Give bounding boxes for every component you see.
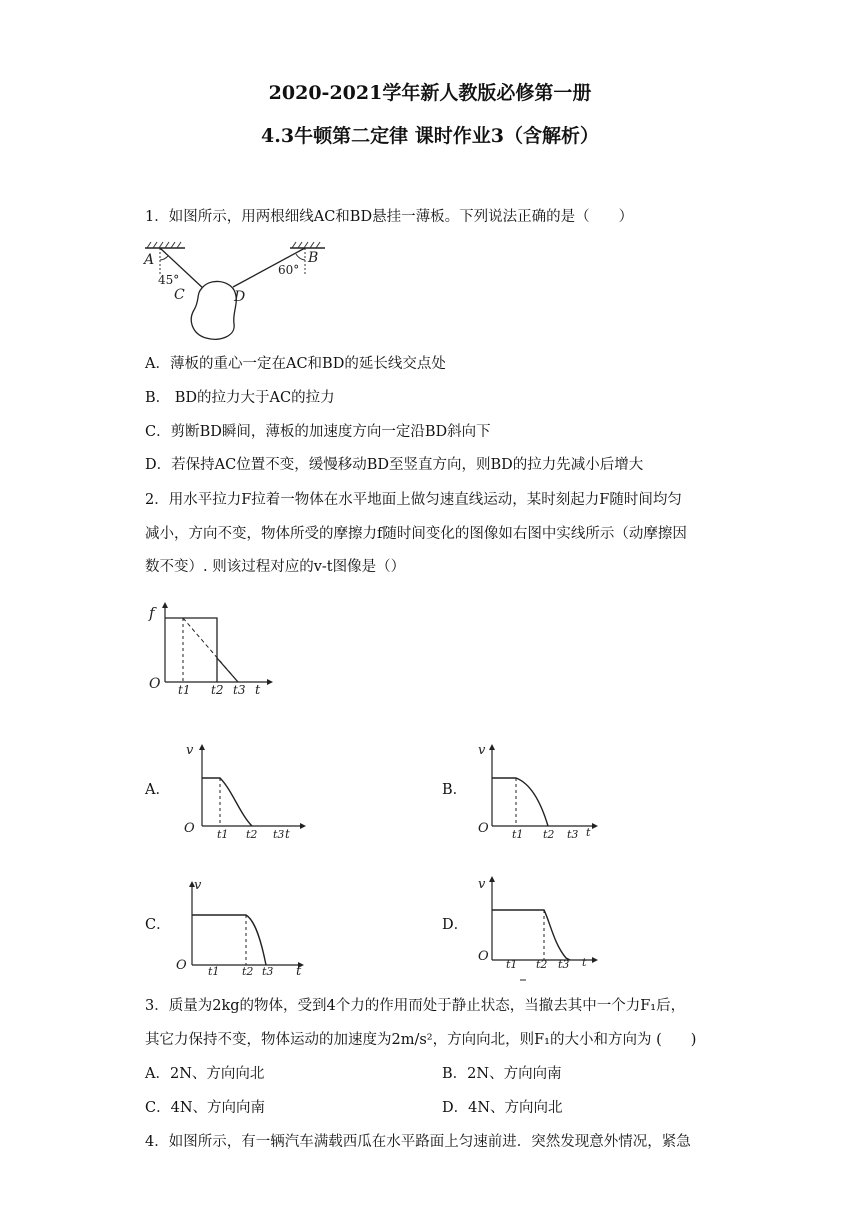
svg-text:t2: t2 [246,828,258,841]
svg-text:t3: t3 [273,828,285,841]
svg-text:t2: t2 [536,958,548,971]
q1-label-c: C [174,287,185,303]
q2-option-b-vt-graph [470,740,610,840]
q1-option-a: A．薄板的重心一定在AC和BD的延长线交点处 [145,356,446,372]
q1-option-b: B． BD的拉力大于AC的拉力 [145,390,335,406]
q2-friction-time-graph [145,600,275,700]
q4-stem: 4．如图所示，有一辆汽车满载西瓜在水平路面上匀速前进．突然发现意外情况，紧急 [145,1134,691,1150]
q1-stem: 1．如图所示，用两根细线AC和BD悬挂一薄板。下列说法正确的是（ ） [145,209,634,225]
q2-stem-line-1: 2．用水平拉力F拉着一物体在水平地面上做匀速直线运动，某时刻起力F随时间均匀 [145,492,682,508]
q2-option-d-vt-graph [470,870,610,980]
q2-option-c-label: C． [145,917,171,933]
svg-text:v: v [478,877,486,892]
svg-text:t: t [586,826,591,839]
svg-text:t1: t1 [506,958,518,971]
q1-label-d: D [234,289,246,305]
q3-option-d: D．4N、方向向北 [442,1100,563,1116]
ft-x-label: t [255,683,261,698]
ft-t1: t1 [178,683,191,697]
q2-stem-line-2: 减小，方向不变，物体所受的摩擦力f随时间变化的图像如右图中实线所示（动摩擦因 [145,526,687,542]
svg-text:t3: t3 [262,965,274,978]
q1-label-b: B [308,250,319,266]
svg-text:t2: t2 [543,828,555,841]
q3-option-b: B．2N、方向向南 [442,1066,562,1082]
svg-text:t: t [285,827,290,841]
q2-option-a-label: A． [145,782,170,798]
svg-text:t1: t1 [208,965,220,978]
q2-option-d-label: D． [442,917,469,933]
q2-option-b-label: B． [442,782,468,798]
ft-t3: t3 [233,683,246,697]
q3-stem-line-2: 其它力保持不变，物体运动的加速度为2m/s²，方向向北，则F₁的大小和方向为 ( ) [145,1032,697,1048]
svg-text:t1: t1 [217,828,229,841]
worksheet-title: 2020-2021学年新人教版必修第一册 [268,82,592,104]
q3-option-c: C．4N、方向向南 [145,1100,266,1116]
svg-text:v: v [186,743,194,758]
svg-text:O: O [176,958,187,973]
q1-option-d: D．若保持AC位置不变，缓慢移动BD至竖直方向，则BD的拉力先减小后增大 [145,457,644,473]
svg-text:O: O [184,821,195,836]
svg-text:t2: t2 [242,965,254,978]
svg-text:v: v [478,743,486,758]
q1-suspended-plate-figure [140,240,330,350]
svg-text:t1: t1 [512,828,524,841]
worksheet-subtitle: 4.3牛顿第二定律 课时作业3（含解析） [261,125,599,147]
ft-origin: O [149,676,161,692]
q3-option-a: A．2N、方向向北 [145,1066,265,1082]
svg-text:O: O [478,821,489,836]
svg-text:O: O [478,949,489,964]
q2-stem-line-3: 数不变）. 则该过程对应的v-t图像是（） [145,559,406,575]
svg-text:v: v [194,878,202,893]
q2-option-a-vt-graph [170,740,310,840]
q1-label-a: A [144,252,155,268]
ft-t2: t2 [211,683,224,697]
svg-text:t: t [582,956,587,969]
svg-text:t3: t3 [567,828,579,841]
q1-angle-right: 60° [278,263,300,277]
ft-y-label: f [149,604,155,622]
q3-stem-line-1: 3．质量为2kg的物体，受到4个力的作用而处于静止状态，当撤去其中一个力F₁后， [145,998,686,1014]
svg-text:t: t [296,964,302,979]
q1-angle-left: 45° [158,273,180,287]
q2-option-c-vt-graph [170,875,315,980]
svg-text:t3: t3 [558,958,570,971]
q1-option-c: C．剪断BD瞬间，薄板的加速度方向一定沿BD斜向下 [145,424,491,440]
